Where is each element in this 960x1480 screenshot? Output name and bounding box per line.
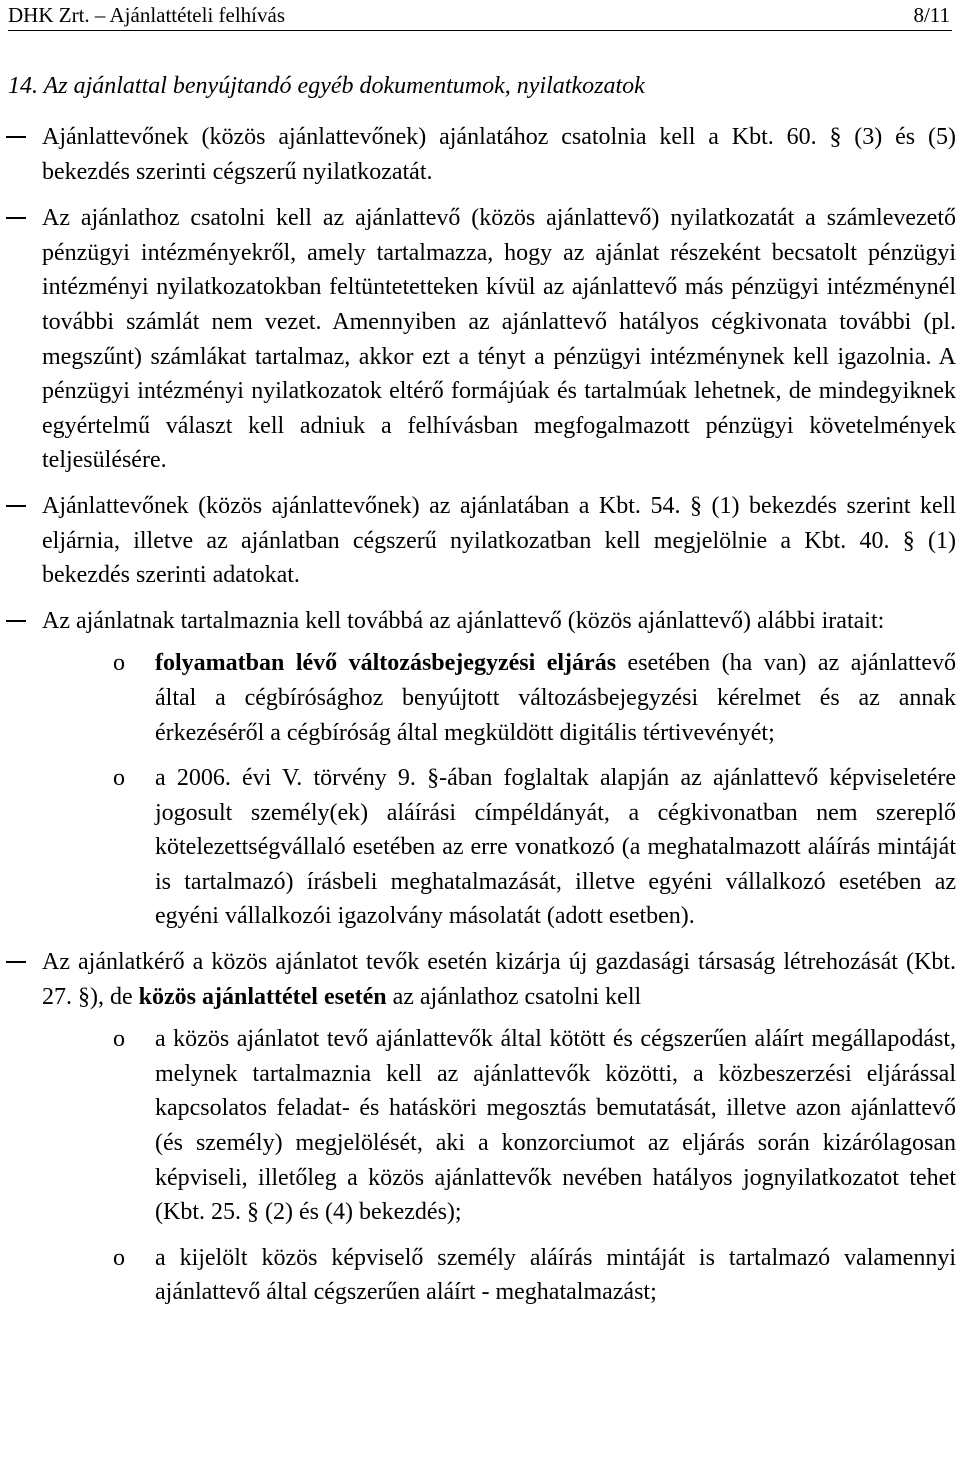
- list-item-text: Ajánlattevőnek (közös ajánlattevőnek) az ajánlatában a Kbt. 54. § (1) bekezdés szerint kell eljárnia, illetve az ajánlatban cégszerű nyilatkozatban kell megjelölnie a Kbt. 40. § (1) bekezdés szerinti adatokat.: [42, 492, 956, 589]
- sub-item-text: a 2006. évi V. törvény 9. §-ában foglaltak alapján az ajánlattevő képviseletére jogosult személy(ek) aláírási címpéldányát, a cégkivonatban nem szereplő kötelezettségvállaló esetében az erre vonatkozó (a meghatalmazott aláírás mintáját is tartalmazó) írásbeli meghatalmazását, illetve egyéni vállalkozó esetében az egyéni vállalkozói igazolvány másolatát (adott esetben).: [155, 765, 956, 930]
- dash-bullet-icon: [6, 620, 26, 622]
- list-item: [0, 604, 960, 639]
- list-item-text-before: Az ajánlatkérő a közös ajánlatot tevők esetén kizárja új gazdasági társaság létrehozását (Kbt. 27. §), de: [42, 949, 956, 1010]
- list-item: [0, 201, 960, 478]
- page-header: [8, 0, 952, 31]
- sub-item-text: a kijelölt közös képviselő személy aláírás mintáját is tartalmazó valamennyi ajánlattevő által cégszerűen aláírt - meghatalmazást;: [155, 1244, 956, 1306]
- sub-list-item: [0, 646, 960, 750]
- list-item: [0, 945, 960, 1014]
- list-item: [0, 120, 960, 189]
- sub-list-item: [0, 1022, 960, 1230]
- list-item-text: Az ajánlatnak tartalmaznia kell továbbá az ajánlattevő (közös ajánlattevő) alábbi iratait:: [42, 607, 885, 634]
- sub-list-item: [0, 761, 960, 934]
- dash-bullet-icon: [6, 505, 26, 507]
- list-item-text: Az ajánlathoz csatolni kell az ajánlattevő (közös ajánlattevő) nyilatkozatát a számlevezető pénzügyi intézményekről, amely tartalmazza, hogy az ajánlat részeként becsatolt pénzügyi intézményi nyilatkozatokban feltüntetetteken kívül az ajánlattevő más pénzügyi intézménynél további számlát nem vezet. Amennyiben az ajánlattevő hatályos cégkivonata további (pl. megszűnt) számlákat tartalmaz, akkor ezt a tényt a pénzügyi intézménynek kell igazolnia. A pénzügyi intézményi nyilatkozatok eltérő formájúak és tartalmúak lehetnek, de mindegyiknek egyértelmű választ kell adniuk a felhívásban megfogalmazott pénzügyi követelmények teljesülésére.: [42, 205, 956, 474]
- sub-list-item: [0, 1241, 960, 1310]
- dash-bullet-icon: [6, 136, 26, 138]
- sub-bullet-o: o: [113, 1026, 125, 1053]
- list-item-bold-text: közös ajánlattétel esetén: [138, 983, 387, 1010]
- list-item: [0, 489, 960, 593]
- document-body: [0, 120, 960, 1321]
- section-title: 14. Az ajánlattal benyújtandó egyéb dokumentumok, nyilatkozatok: [8, 73, 645, 99]
- sub-item-text: esetében (ha van) az ajánlattevő által a cégbírósághoz benyújtott változásbejegyzési kérelmet és az annak érkezéséről a cégbíróság által megküldött digitális tértivevényét;: [155, 650, 956, 746]
- dash-bullet-icon: [6, 217, 26, 219]
- header-document-title: DHK Zrt. – Ajánlattételi felhívás: [8, 3, 286, 27]
- sub-bullet-o: o: [113, 650, 125, 677]
- list-item-text-after: az ajánlathoz csatolni kell: [386, 983, 642, 1010]
- sub-item-text: a közös ajánlatot tevő ajánlattevők által kötött és cégszerűen aláírt megállapodást, melynek tartalmaznia kell az ajánlattevők közötti, a közbeszerzési eljárással kapcsolatos feladat- és hatásköri megosztás bemutatását, illetve azon ajánlattevő (és személy) megjelölését, aki a konzorciumot az eljárás során kizárólagosan képviseli, illetőleg a közös ajánlattevők nevében hatályos jognyilatkozatot tehet (Kbt. 25. § (2) és (4) bekezdés);: [155, 1026, 956, 1226]
- header-page-number: 8/11: [913, 3, 950, 27]
- sub-bullet-o: o: [113, 1244, 125, 1271]
- dash-bullet-icon: [6, 961, 26, 963]
- sub-bullet-o: o: [113, 765, 125, 792]
- list-item-text: Ajánlattevőnek (közös ajánlattevőnek) ajánlatához csatolnia kell a Kbt. 60. § (3) és (5) bekezdés szerinti cégszerű nyilatkozatát.: [42, 124, 956, 185]
- sub-item-bold-text: folyamatban lévő változásbejegyzési eljárás: [155, 650, 617, 677]
